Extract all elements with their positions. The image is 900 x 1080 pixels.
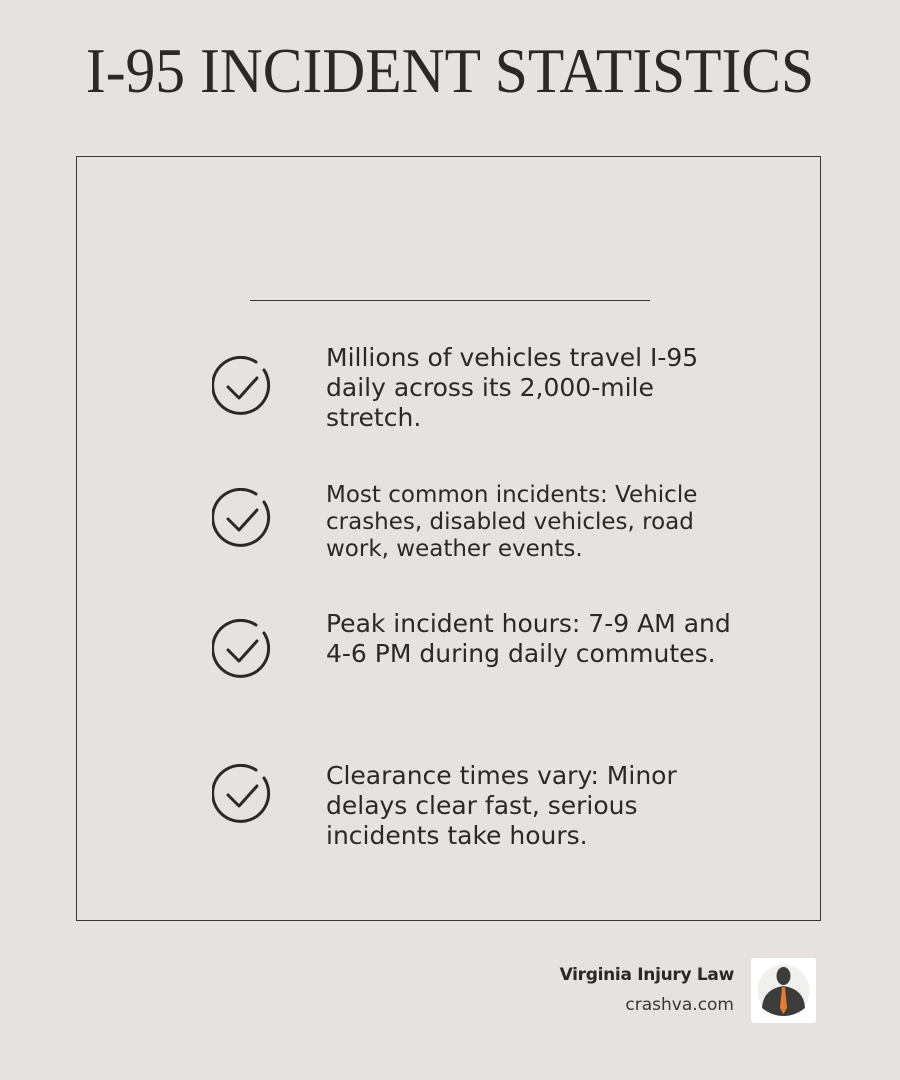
brand-name: Virginia Injury Law	[559, 965, 734, 985]
brand-block	[560, 965, 734, 1015]
check-circle-icon	[212, 619, 274, 681]
brand-url[interactable]: crashva.com	[625, 995, 734, 1015]
person-with-tie-icon	[751, 958, 816, 1023]
stat-text: Clearance times vary: Minor delays clear fast, serious incidents take hours.	[326, 761, 677, 850]
stat-text: Peak incident hours: 7-9 AM and 4-6 PM during daily commutes.	[326, 609, 731, 668]
page-title: I-95 INCIDENT STATISTICS	[85, 35, 815, 106]
check-circle-icon	[212, 764, 274, 826]
stat-text: Millions of vehicles travel I-95 daily across its 2,000-mile stretch.	[326, 343, 699, 432]
divider	[250, 300, 650, 301]
check-circle-icon	[212, 356, 274, 418]
stat-text: Most common incidents: Vehicle crashes, disabled vehicles, road work, weather events.	[326, 482, 698, 562]
brand-logo	[751, 958, 816, 1023]
check-circle-icon	[212, 488, 274, 550]
